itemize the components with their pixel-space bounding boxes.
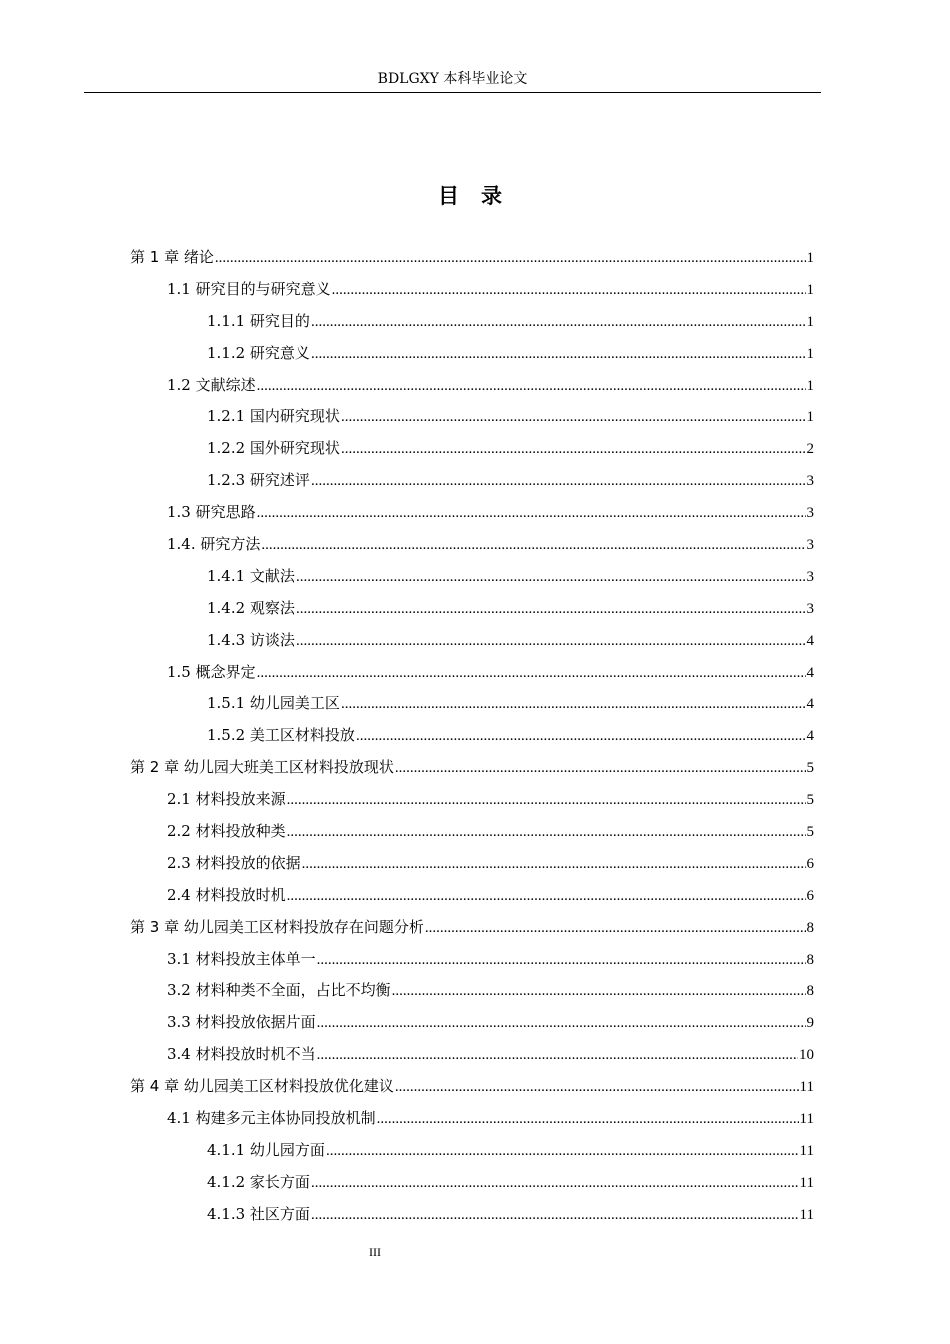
toc-entry-title: 1.4.1 文献法	[207, 566, 295, 585]
toc-entry-title: 3.1 材料投放主体单一	[167, 949, 316, 968]
toc-section-entry[interactable]	[130, 497, 814, 529]
toc-section-entry[interactable]	[130, 975, 814, 1007]
toc-dot-leader	[257, 658, 806, 690]
toc-section-entry[interactable]	[130, 370, 814, 402]
toc-entry-page: 11	[799, 1079, 814, 1096]
page-header: BDLGXY 本科毕业论文	[84, 68, 821, 93]
toc-chapter-entry[interactable]	[130, 242, 814, 274]
toc-entry-title: 4.1.1 幼儿园方面	[207, 1140, 325, 1159]
toc-entry-title: 2.2 材料投放种类	[167, 822, 286, 841]
toc-entry-page: 4	[806, 696, 814, 713]
toc-entry-title: 1.5.1 幼儿园美工区	[207, 694, 340, 713]
toc-dot-leader	[302, 849, 806, 881]
toc-entry-title: 4.1.2 家长方面	[207, 1172, 310, 1191]
toc-entry-page: 1	[806, 409, 814, 426]
toc-section-entry[interactable]	[130, 784, 814, 816]
toc-dot-leader	[215, 243, 806, 275]
toc-entry-title: 3.4 材料投放时机不当	[167, 1045, 316, 1064]
toc-entry-page: 1	[806, 250, 814, 266]
toc-entry-page: 11	[799, 1142, 814, 1159]
toc-entry-page: 3	[806, 600, 814, 617]
toc-entry-page: 1	[806, 313, 814, 330]
toc-entry-page: 4	[806, 664, 814, 681]
toc-dot-leader	[296, 626, 806, 658]
toc-dot-leader	[341, 434, 806, 466]
toc-entry-title: 4.1.3 社区方面	[207, 1204, 310, 1223]
table-of-contents	[130, 242, 814, 1231]
toc-entry-page: 11	[799, 1206, 814, 1223]
toc-section-entry[interactable]	[130, 625, 814, 657]
toc-entry-page: 1	[806, 345, 814, 362]
toc-entry-page: 4	[806, 728, 814, 745]
toc-dot-leader	[261, 530, 805, 562]
toc-dot-leader	[395, 1072, 799, 1104]
toc-entry-title: 第 4 章 幼儿园美工区材料投放优化建议	[130, 1077, 394, 1096]
toc-entry-page: 2	[806, 441, 814, 458]
toc-section-entry[interactable]	[130, 1007, 814, 1039]
toc-title: 目录	[438, 184, 524, 208]
toc-dot-leader	[317, 1008, 806, 1040]
toc-dot-leader	[311, 466, 806, 498]
toc-dot-leader	[326, 1136, 799, 1168]
toc-section-entry[interactable]	[130, 593, 814, 625]
toc-entry-title: 3.2 材料种类不全面，占比不均衡	[167, 981, 391, 1000]
toc-entry-title: 4.1 构建多元主体协同投放机制	[167, 1109, 376, 1128]
toc-dot-leader	[287, 817, 806, 849]
toc-entry-page: 5	[806, 760, 814, 777]
toc-entry-page: 5	[806, 824, 814, 841]
toc-entry-title: 1.1.2 研究意义	[207, 343, 310, 362]
toc-section-entry[interactable]	[130, 1167, 814, 1199]
toc-entry-page: 6	[806, 887, 814, 904]
toc-section-entry[interactable]	[130, 720, 814, 752]
toc-entry-title: 1.2.3 研究述评	[207, 471, 310, 490]
toc-section-entry[interactable]	[130, 688, 814, 720]
toc-dot-leader	[341, 689, 806, 721]
toc-dot-leader	[296, 594, 806, 626]
toc-dot-leader	[311, 1168, 799, 1200]
toc-entry-page: 3	[806, 505, 814, 522]
toc-dot-leader	[392, 976, 806, 1008]
toc-dot-leader	[287, 785, 806, 817]
toc-dot-leader	[311, 339, 806, 371]
toc-chapter-entry[interactable]	[130, 752, 814, 784]
toc-section-entry[interactable]	[130, 274, 814, 306]
toc-dot-leader	[317, 945, 806, 977]
toc-entry-page: 3	[806, 568, 814, 585]
toc-section-entry[interactable]	[130, 306, 814, 338]
toc-entry-title: 1.2.2 国外研究现状	[207, 439, 340, 458]
toc-section-entry[interactable]	[130, 880, 814, 912]
toc-section-entry[interactable]	[130, 944, 814, 976]
toc-entry-page: 4	[806, 632, 814, 649]
page-number: III	[369, 1245, 381, 1259]
toc-entry-page: 8	[806, 919, 814, 936]
toc-dot-leader	[296, 562, 806, 594]
toc-entry-page: 3	[806, 473, 814, 490]
toc-entry-title: 3.3 材料投放依据片面	[167, 1013, 316, 1032]
toc-dot-leader	[311, 1200, 799, 1232]
toc-section-entry[interactable]	[130, 1199, 814, 1231]
toc-entry-title: 2.1 材料投放来源	[167, 790, 286, 809]
toc-dot-leader	[341, 402, 806, 434]
toc-entry-page: 10	[799, 1047, 814, 1064]
toc-entry-title: 第 2 章 幼儿园大班美工区材料投放现状	[130, 758, 394, 777]
toc-entry-page: 3	[806, 537, 814, 554]
toc-entry-page: 1	[806, 281, 814, 298]
toc-entry-title: 1.4.3 访谈法	[207, 630, 295, 649]
toc-section-entry[interactable]	[130, 465, 814, 497]
toc-dot-leader	[377, 1104, 799, 1136]
toc-entry-page: 1	[806, 377, 814, 394]
toc-entry-page: 8	[806, 951, 814, 968]
toc-section-entry[interactable]	[130, 816, 814, 848]
toc-entry-page: 9	[806, 1015, 814, 1032]
toc-section-entry[interactable]	[130, 561, 814, 593]
toc-entry-title: 1.1 研究目的与研究意义	[167, 279, 331, 298]
toc-entry-title: 1.2.1 国内研究现状	[207, 407, 340, 426]
toc-entry-page: 5	[806, 792, 814, 809]
toc-dot-leader	[257, 371, 806, 403]
toc-dot-leader	[425, 913, 806, 945]
toc-entry-title: 1.5.2 美工区材料投放	[207, 726, 355, 745]
toc-section-entry[interactable]	[130, 1103, 814, 1135]
toc-dot-leader	[395, 753, 806, 785]
toc-dot-leader	[332, 275, 806, 307]
toc-dot-leader	[311, 307, 806, 339]
toc-entry-title: 1.4. 研究方法	[167, 535, 261, 554]
toc-entry-title: 第 3 章 幼儿园美工区材料投放存在问题分析	[130, 917, 424, 936]
toc-entry-page: 8	[806, 983, 814, 1000]
toc-dot-leader	[317, 1040, 798, 1072]
toc-dot-leader	[287, 881, 806, 913]
toc-entry-page: 11	[799, 1174, 814, 1191]
toc-dot-leader	[257, 498, 806, 530]
toc-section-entry[interactable]	[130, 1135, 814, 1167]
toc-entry-title: 1.3 研究思路	[167, 503, 256, 522]
toc-section-entry[interactable]	[130, 338, 814, 370]
toc-entry-title: 2.3 材料投放的依据	[167, 853, 301, 872]
toc-entry-page: 11	[799, 1111, 814, 1128]
toc-section-entry[interactable]	[130, 657, 814, 689]
toc-entry-title: 2.4 材料投放时机	[167, 885, 286, 904]
toc-entry-title: 1.4.2 观察法	[207, 598, 295, 617]
toc-section-entry[interactable]	[130, 529, 814, 561]
toc-entry-title: 1.2 文献综述	[167, 375, 256, 394]
toc-section-entry[interactable]	[130, 433, 814, 465]
toc-section-entry[interactable]	[130, 848, 814, 880]
toc-entry-title: 第 1 章 绪论	[130, 248, 214, 266]
toc-chapter-entry[interactable]	[130, 912, 814, 944]
toc-dot-leader	[356, 721, 806, 753]
toc-entry-title: 1.1.1 研究目的	[207, 311, 310, 330]
toc-section-entry[interactable]	[130, 401, 814, 433]
toc-section-entry[interactable]	[130, 1039, 814, 1071]
toc-entry-page: 6	[806, 855, 814, 872]
toc-chapter-entry[interactable]	[130, 1071, 814, 1103]
toc-entry-title: 1.5 概念界定	[167, 662, 256, 681]
